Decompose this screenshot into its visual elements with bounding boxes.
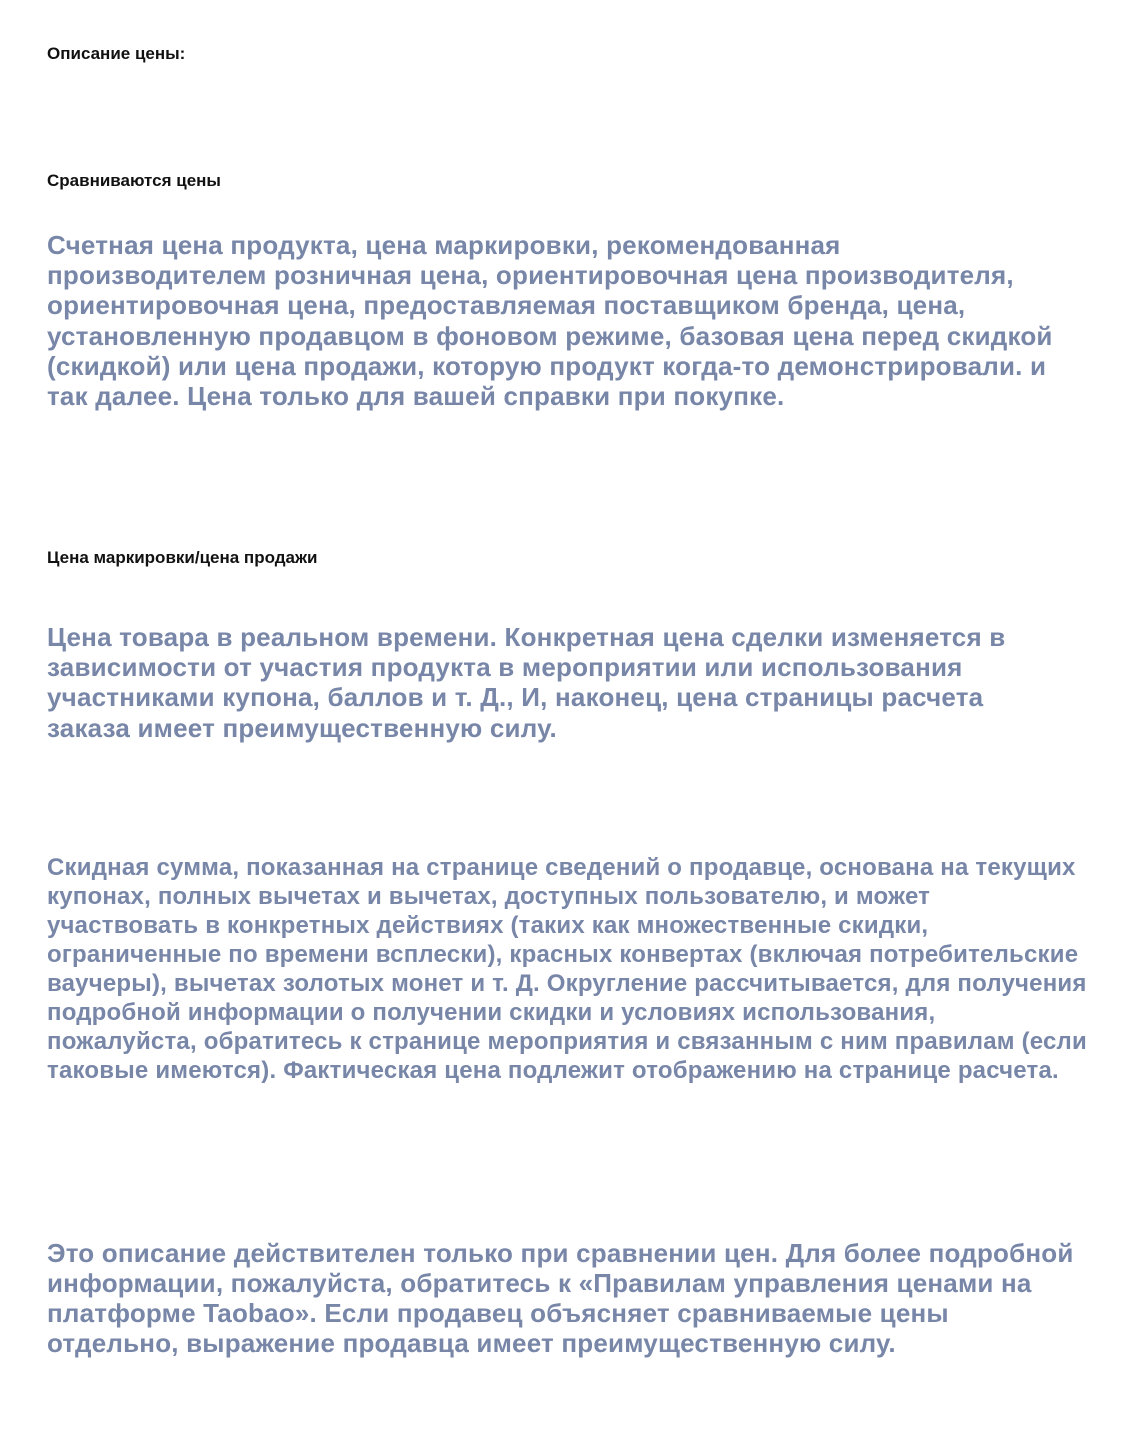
section-heading-compared-prices: Сравниваются цены	[47, 171, 221, 190]
section-text-marking-price: Цена товара в реальном времени. Конкретная цена сделки изменяется в зависимости от участия продукта в мероприятии или использования участниками купона, баллов и т. Д., И, наконец, цена страницы расчета заказа имеет преимущественную силу.	[47, 622, 1006, 743]
page-title: Описание цены:	[47, 44, 186, 63]
discount-note: Скидная сумма, показанная на странице сведений о продавце, основана на текущих купонах, полных вычетах и вычетах, доступных пользователю, и может участвовать в конкретных действиях (таких как множественные скидки, ограниченные по времени всплески), красных конвертах (включая потребительские ваучеры), вычетах золотых монет и т. Д. Округление рассчитывается, для получения подробной информации о получении скидки и условиях использования, пожалуйста, обратитесь к странице мероприятия и связанным с ним правилам (если таковые имеются). Фактическая цена подлежит отображению на странице расчета.	[47, 854, 1087, 1084]
section-text-compared-prices: Счетная цена продукта, цена маркировки, рекомендованная производителем розничная цена, ориентировочная цена производителя, ориентировочная цена, предоставляемая поставщиком бренда, цена, установленную продавцом в фоновом режиме, базовая цена перед скидкой (скидкой) или цена продажи, которую продукт когда-то демонстрировали. и так далее. Цена только для вашей справки при покупке.	[47, 230, 1053, 412]
closing-note: Это описание действителен только при сравнении цен. Для более подробной информации, пожалуйста, обратитесь к «Правилам управления ценами на платформе Taobao». Если продавец объясняет сравниваемые цены отдельно, выражение продавца имеет преимущественную силу.	[47, 1238, 1074, 1358]
section-heading-marking-price: Цена маркировки/цена продажи	[47, 548, 318, 567]
